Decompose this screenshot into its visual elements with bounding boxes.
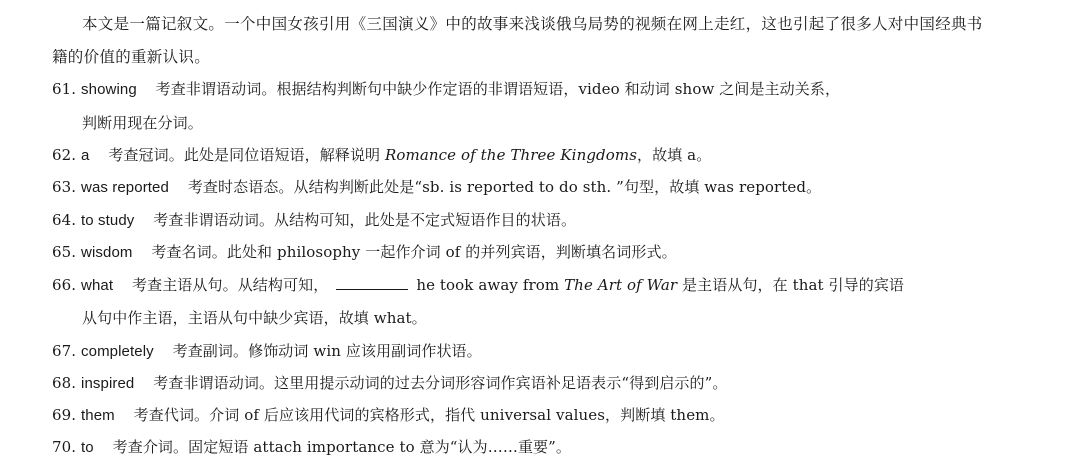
item-answer: to — [81, 439, 94, 456]
answer-item-64 — [52, 209, 576, 230]
answer-item-61-continued: 判断用现在分词。 — [82, 114, 203, 132]
intro-paragraph: 本文是一篇记叙文。一个中国女孩引用《三国演义》中的故事来浅谈俄乌局势的视频在网上走红，这也引起了很多人对中国经典书籍的价值的重新认识。 — [52, 15, 983, 66]
item-number: 62. — [52, 146, 77, 164]
item-explanation: 考查时态语态。从结构判断此处是“sb. is reported to do sth. ”句型，故填 was reported。 — [187, 178, 822, 196]
answer-item-65 — [52, 241, 677, 262]
item-explanation: 考查代词。介词 of 后应该用代词的宾格形式，指代 universal values，判断填 them。 — [133, 406, 725, 424]
answer-item-66-continued: 从句中作主语，主语从句中缺少宾语，故填 what。 — [82, 309, 427, 327]
item-answer: wisdom — [81, 244, 133, 261]
answer-item-69 — [52, 404, 725, 425]
item-number: 63. — [52, 178, 77, 196]
item-explanation-mid: he took away from — [416, 276, 565, 294]
item-explanation-end: ，故填 a。 — [637, 146, 712, 164]
item-number: 64. — [52, 211, 77, 229]
item-explanation: 考查非谓语动词。从结构可知，此处是不定式短语作目的状语。 — [153, 211, 577, 229]
item-explanation-end: 是主语从句，在 that 引导的宾语 — [677, 276, 905, 294]
item-explanation: 考查副词。修饰动词 win 应该用副词作状语。 — [172, 342, 482, 360]
item-explanation: 考查冠词。此处是同位语短语，解释说明 — [108, 146, 386, 164]
answer-item-66 — [52, 274, 904, 295]
item-explanation: 考查主语从句。从结构可知， — [132, 276, 329, 294]
item-explanation: 考查非谓语动词。根据结构判断句中缺少作定语的非谓语短语，video 和动词 show 之间是主动关系， — [155, 80, 841, 98]
item-answer: showing — [81, 81, 137, 98]
item-answer: them — [81, 407, 115, 424]
item-number: 65. — [52, 243, 77, 261]
answer-item-61 — [52, 78, 840, 99]
answer-item-70 — [52, 436, 571, 457]
item-number: 66. — [52, 276, 77, 294]
answer-item-67 — [52, 340, 482, 361]
item-answer: inspired — [81, 375, 135, 392]
item-answer: was reported — [81, 179, 169, 196]
answer-item-68 — [52, 372, 728, 393]
item-explanation: 考查介词。固定短语 attach importance to 意为“认为……重要”。 — [112, 438, 572, 456]
answer-item-62 — [52, 144, 711, 165]
item-answer: a — [81, 147, 90, 164]
fill-in-blank — [336, 277, 408, 290]
item-answer: to study — [81, 212, 135, 229]
item-number: 69. — [52, 406, 77, 424]
item-answer: completely — [81, 343, 154, 360]
item-number: 70. — [52, 438, 77, 456]
item-number: 61. — [52, 80, 77, 98]
book-title: The Art of War — [564, 276, 678, 294]
book-title: Romance of the Three Kingdoms — [385, 146, 637, 164]
item-answer: what — [81, 277, 114, 294]
item-explanation: 考查非谓语动词。这里用提示动词的过去分词形容词作宾语补足语表示“得到启示的”。 — [153, 374, 728, 392]
item-number: 68. — [52, 374, 77, 392]
answer-item-63 — [52, 176, 821, 197]
item-explanation: 考查名词。此处和 philosophy 一起作介词 of 的并列宾语，判断填名词形式。 — [151, 243, 677, 261]
item-number: 67. — [52, 342, 77, 360]
